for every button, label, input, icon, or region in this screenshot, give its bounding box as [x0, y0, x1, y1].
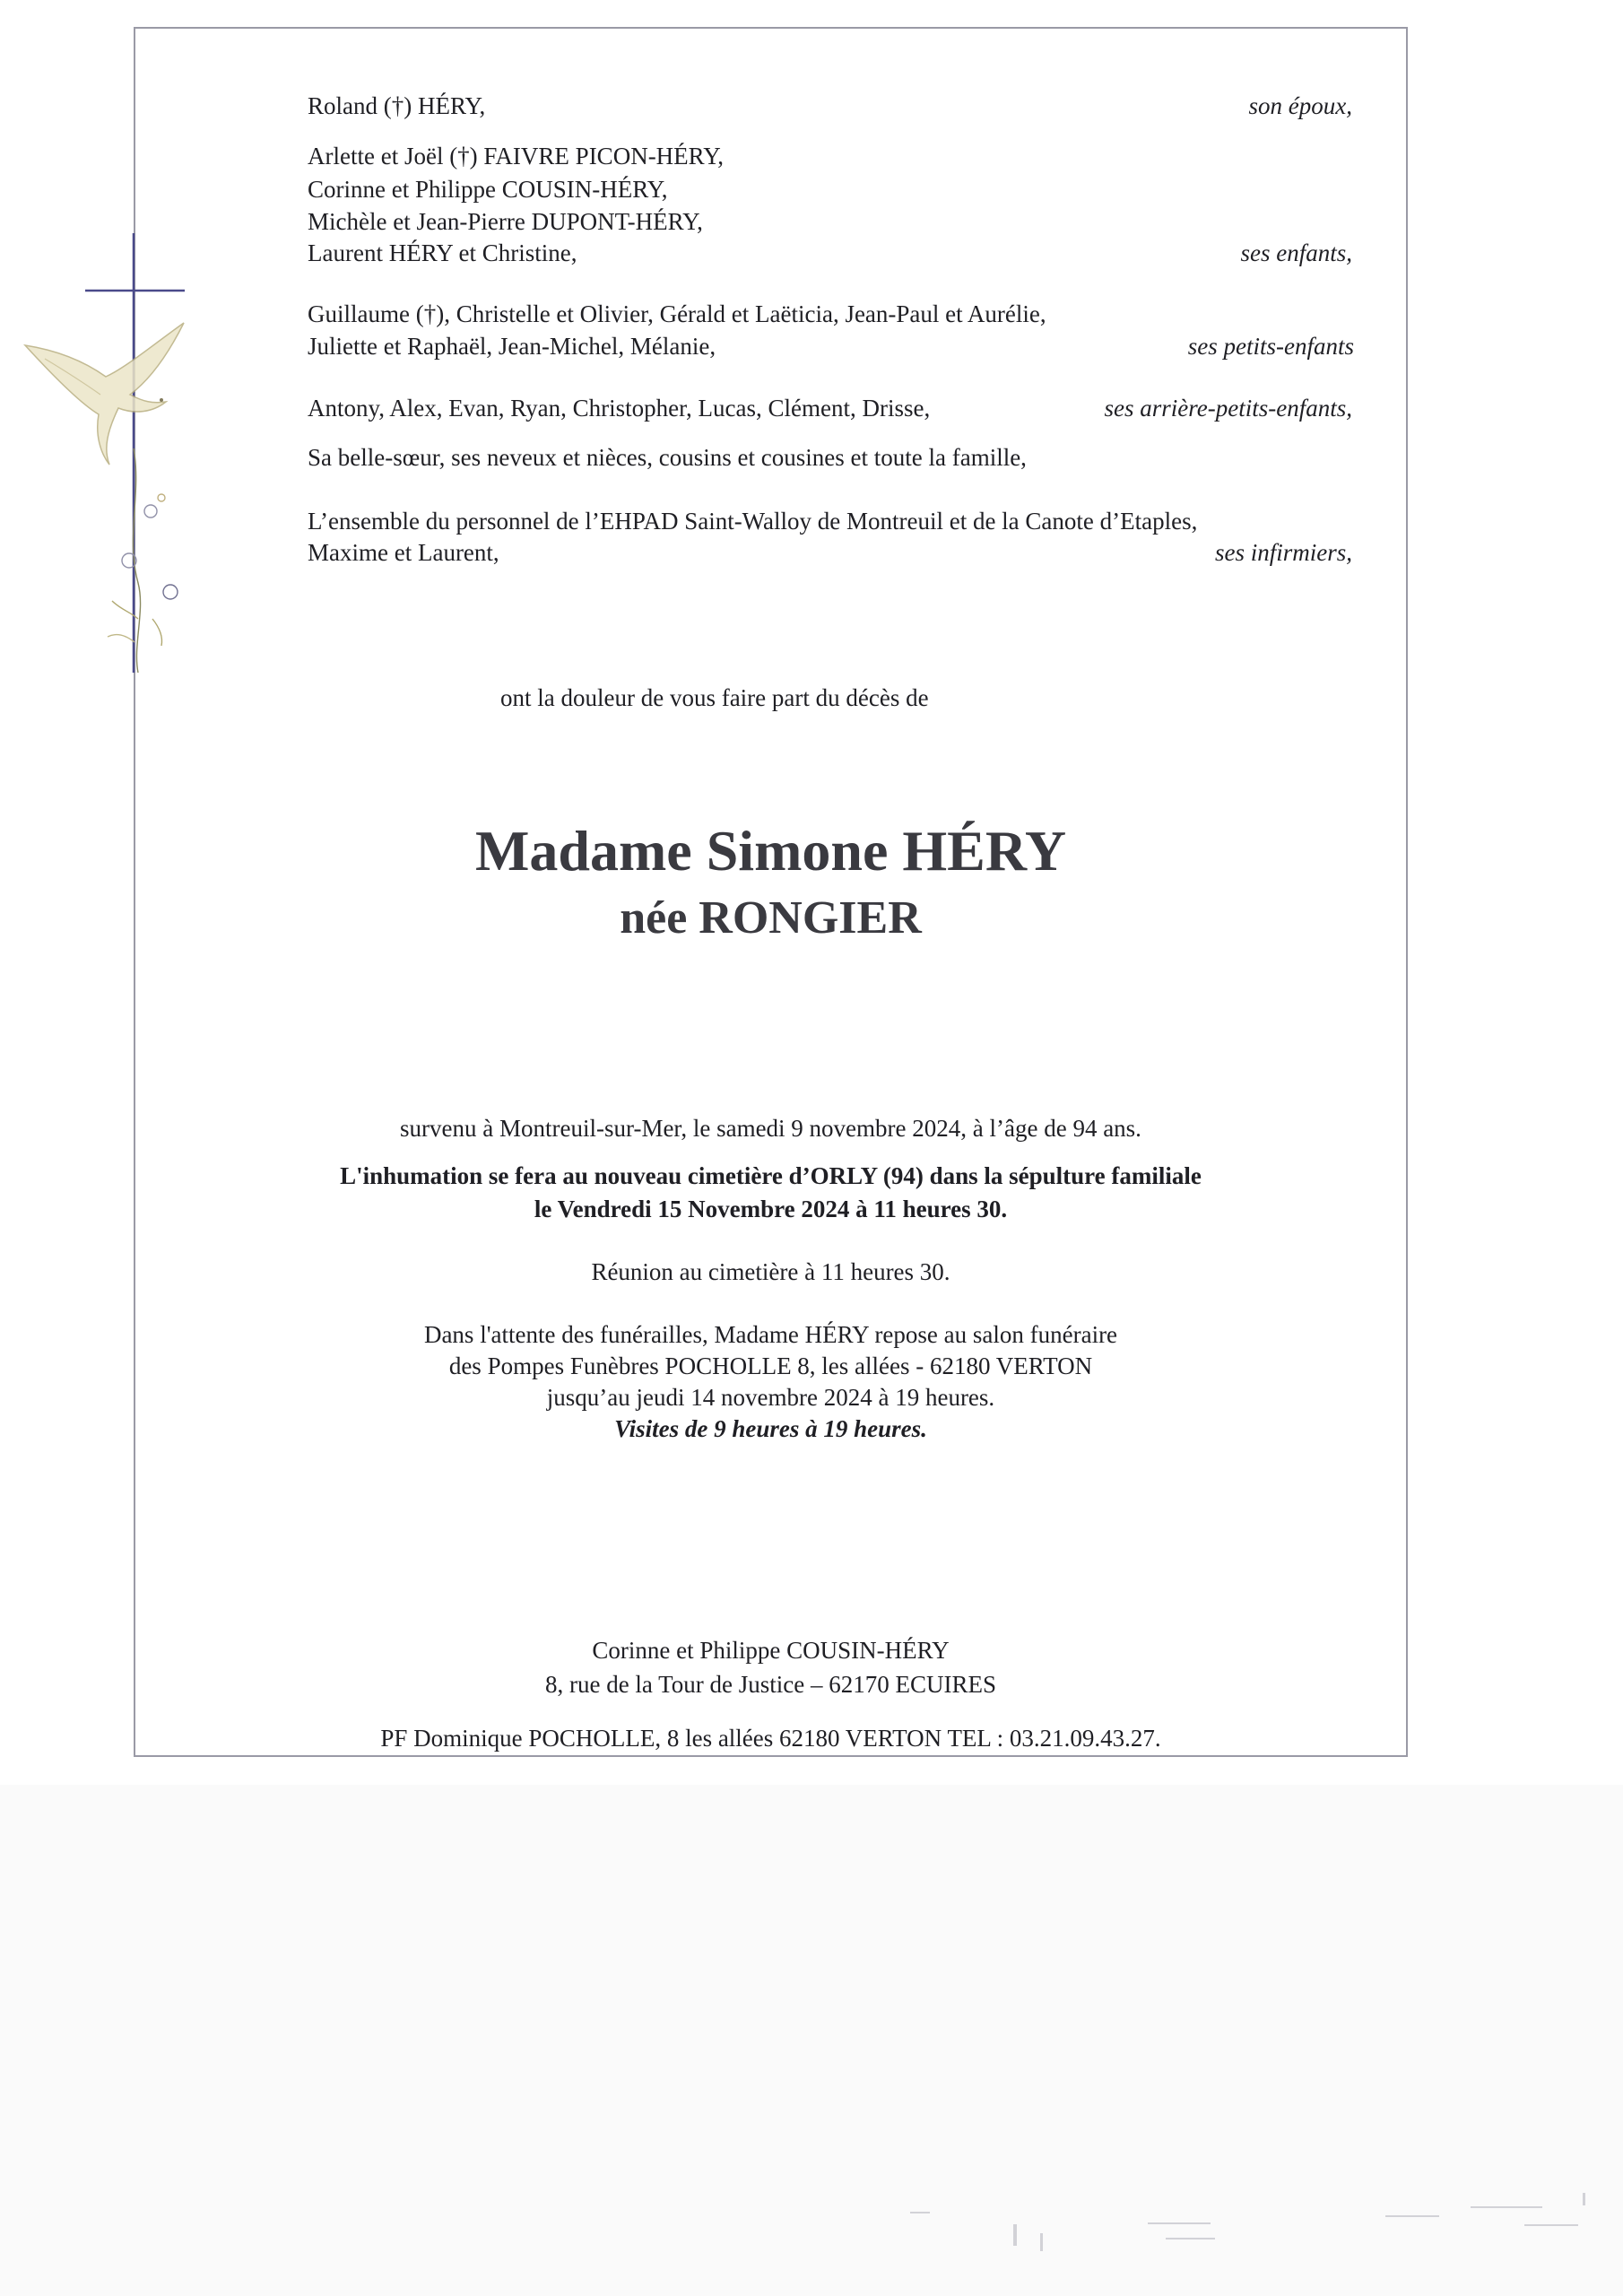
flower-stem-icon: [108, 448, 178, 673]
cemetery-meeting: Réunion au cimetière à 11 heures 30.: [591, 1258, 950, 1285]
extended-family: Sa belle-sœur, ses neveux et nièces, cousins et cousines et toute la famille,: [308, 444, 1027, 471]
wake-line-3: jusqu’au jeudi 14 novembre 2024 à 19 heures.: [546, 1384, 995, 1411]
staff-name-1: L’ensemble du personnel de l’EHPAD Saint-Walloy de Montreuil et de la Canote d’Etaples,: [308, 508, 1198, 535]
great-grandchildren-names: Antony, Alex, Evan, Ryan, Christopher, Lucas, Clément, Drisse,: [308, 395, 931, 422]
wake-line-1: Dans l'attente des funérailles, Madame HÉRY repose au salon funéraire: [423, 1321, 1118, 1348]
dove-icon: [25, 323, 184, 465]
staff-name-2: Maxime et Laurent,: [308, 539, 499, 566]
visiting-hours: Visites de 9 heures à 19 heures.: [614, 1415, 927, 1442]
contact-address: 8, rue de la Tour de Justice – 62170 ECUIRES: [544, 1671, 997, 1698]
children-name-1: Arlette et Joël (†) FAIVRE PICON-HÉRY,: [308, 143, 724, 170]
deceased-maiden-name: née RONGIER: [620, 892, 922, 944]
husband-role: son époux,: [1248, 92, 1352, 119]
grandchildren-name-2: Juliette et Raphaël, Jean-Michel, Mélanie,: [308, 333, 716, 360]
staff-role: ses infirmiers,: [1214, 539, 1352, 566]
grandchildren-name-1: Guillaume (†), Christelle et Olivier, Gérald et Laëticia, Jean-Paul et Aurélie,: [308, 300, 1046, 327]
grandchildren-role: ses petits-enfants: [1187, 333, 1354, 360]
burial-line-2: le Vendredi 15 Novembre 2024 à 11 heures 30.: [534, 1196, 1008, 1222]
children-name-4: Laurent HÉRY et Christine,: [308, 239, 577, 266]
contact-names: Corinne et Philippe COUSIN-HÉRY: [592, 1637, 950, 1664]
announcement-text: ont la douleur de vous faire part du décès de: [500, 684, 929, 711]
wake-line-2: des Pompes Funèbres POCHOLLE 8, les allées - 62180 VERTON: [448, 1352, 1093, 1379]
children-name-2: Corinne et Philippe COUSIN-HÉRY,: [308, 176, 668, 203]
cross-dove-flowers-illustration: [18, 224, 224, 682]
scan-artifacts: [0, 1785, 1623, 2296]
deceased-name: Madame Simone HÉRY: [474, 819, 1067, 883]
children-role: ses enfants,: [1240, 239, 1352, 266]
funeral-home-info: PF Dominique POCHOLLE, 8 les allées 62180 VERTON TEL : 03.21.09.43.27.: [380, 1725, 1161, 1752]
children-name-3: Michèle et Jean-Pierre DUPONT-HÉRY,: [308, 208, 703, 235]
great-grandchildren-role: ses arrière-petits-enfants,: [1104, 395, 1352, 422]
husband-names: Roland (†) HÉRY,: [308, 92, 486, 119]
death-details: survenu à Montreuil-sur-Mer, le samedi 9 novembre 2024, à l’âge de 94 ans.: [400, 1115, 1141, 1142]
burial-line-1: L'inhumation se fera au nouveau cimetière d’ORLY (94) dans la sépulture familiale: [340, 1162, 1202, 1189]
